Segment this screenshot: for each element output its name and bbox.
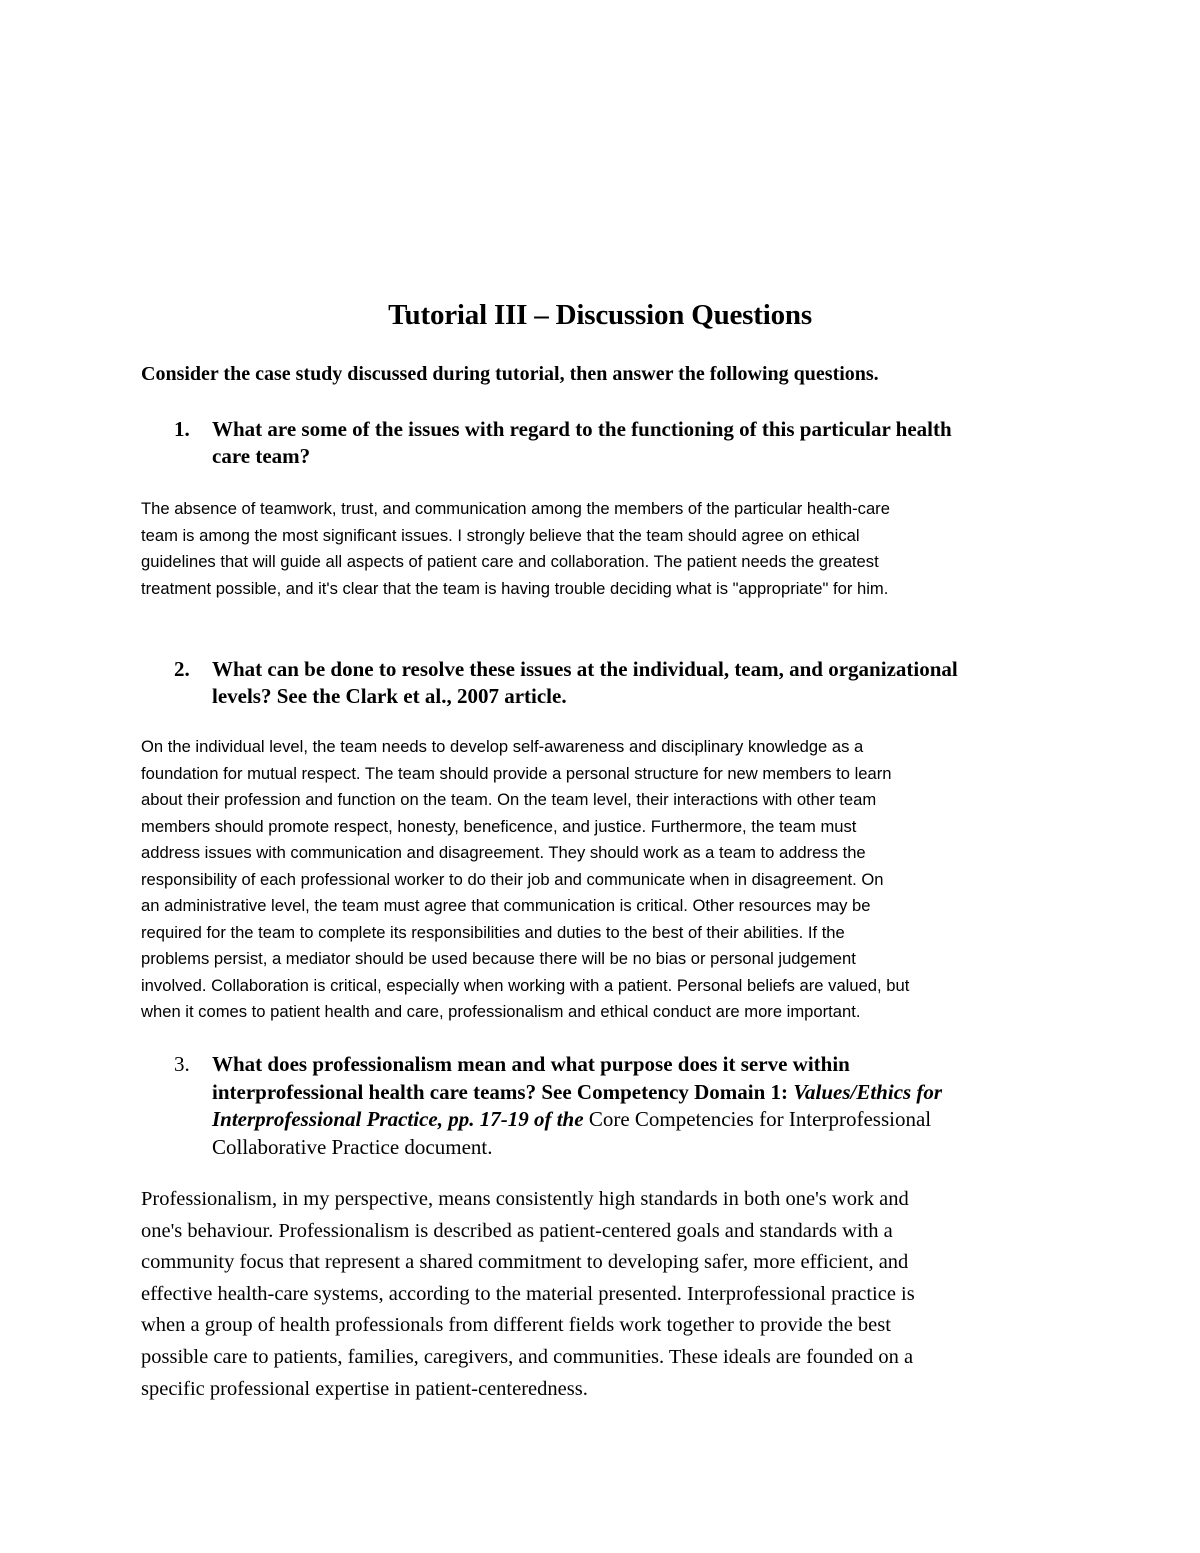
answer-1-line: guidelines that will guide all aspects of patient care and collaboration. The patient needs the greatest — [141, 552, 879, 571]
question-1-text — [212, 416, 1074, 470]
answer-3-line: Professionalism, in my perspective, means consistently high standards in both one's work and — [141, 1188, 909, 1210]
question-3-line-3-plain: Core Competencies for Interprofessional — [583, 1107, 932, 1131]
answer-2-line: an administrative level, the team must agree that communication is critical. Other resources may be — [141, 896, 871, 915]
answer-3-line: one's behaviour. Professionalism is described as patient-centered goals and standards with a — [141, 1219, 893, 1242]
question-2-line: What can be done to resolve these issues at the individual, team, and organizational — [212, 657, 958, 681]
question-3-line — [212, 1079, 1074, 1107]
question-2-line: levels? See the Clark et al., 2007 article. — [212, 684, 567, 708]
answer-2-line: problems persist, a mediator should be used because there will be no bias or personal judgement — [141, 949, 856, 968]
answer-2-line: responsibility of each professional worker to do their job and communicate when in disagreement. On — [141, 869, 884, 889]
answer-3-line: effective health-care systems, according to the material presented. Interprofessional practice is — [141, 1282, 915, 1305]
question-3-line-3-bold-italic: Interprofessional Practice, pp. 17-19 of the — [212, 1107, 584, 1131]
answer-3-line: community focus that represent a shared commitment to developing safer, more efficient, and — [141, 1251, 909, 1274]
question-2 — [174, 656, 1074, 710]
question-3-line-2-bold: interprofessional health care teams? See Competency Domain 1: — [212, 1079, 794, 1104]
answer-2-line: involved. Collaboration is critical, especially when working with a patient. Personal beliefs are valued, but — [141, 975, 910, 995]
answer-2-line: when it comes to patient health and care, professionalism and ethical conduct are more important. — [141, 1002, 861, 1021]
answer-3-line: possible care to patients, families, caregivers, and communities. These ideals are founded on a — [141, 1345, 914, 1368]
answer-2-line: members should promote respect, honesty, beneficence, and justice. Furthermore, the team must — [141, 816, 857, 836]
question-1 — [174, 416, 1074, 470]
question-3-line-1: What does professionalism mean and what purpose does it serve within — [212, 1052, 850, 1076]
question-3-line — [212, 1106, 1074, 1134]
document-title: Tutorial III – Discussion Questions — [388, 299, 812, 331]
question-2-text — [212, 656, 1074, 710]
answer-1-line: The absence of teamwork, trust, and communication among the members of the particular health-care — [141, 499, 890, 518]
answer-3-line: specific professional expertise in patient-centeredness. — [141, 1377, 588, 1400]
question-1-number: 1. — [174, 417, 190, 441]
question-1-line: What are some of the issues with regard to the functioning of this particular health — [212, 417, 952, 441]
answer-2-line: On the individual level, the team needs to develop self-awareness and disciplinary knowledge as a — [141, 737, 864, 756]
question-3-text — [212, 1051, 1074, 1161]
instruction-text: Consider the case study discussed during tutorial, then answer the following questions. — [141, 363, 879, 385]
answer-2-line: foundation for mutual respect. The team should provide a personal structure for new members to learn — [141, 763, 892, 783]
question-2-number: 2. — [174, 657, 190, 681]
question-3-line-4-plain: Collaborative Practice document. — [212, 1134, 493, 1159]
question-1-line: care team? — [212, 444, 311, 468]
answer-3 — [141, 1184, 1081, 1405]
answer-2 — [141, 734, 1071, 1026]
answer-3-line: when a group of health professionals from different fields work together to provide the best — [141, 1314, 891, 1337]
answer-1-line: treatment possible, and it's clear that the team is having trouble deciding what is "appropriate" for him. — [141, 578, 889, 598]
answer-1-line: team is among the most significant issues. I strongly believe that the team should agree on ethical — [141, 525, 860, 545]
question-3-line — [212, 1051, 1074, 1079]
answer-2-line: about their profession and function on the team. On the team level, their interactions with other team — [141, 790, 877, 809]
question-3-number: 3. — [174, 1052, 190, 1076]
question-3-line-2-bold-italic: Values/Ethics for — [793, 1079, 943, 1104]
question-3 — [174, 1051, 1074, 1161]
answer-2-line: address issues with communication and disagreement. They should work as a team to address the — [141, 843, 866, 862]
answer-1 — [141, 496, 1071, 602]
answer-2-line: required for the team to complete its responsibilities and duties to the best of their abilities. If the — [141, 922, 845, 942]
